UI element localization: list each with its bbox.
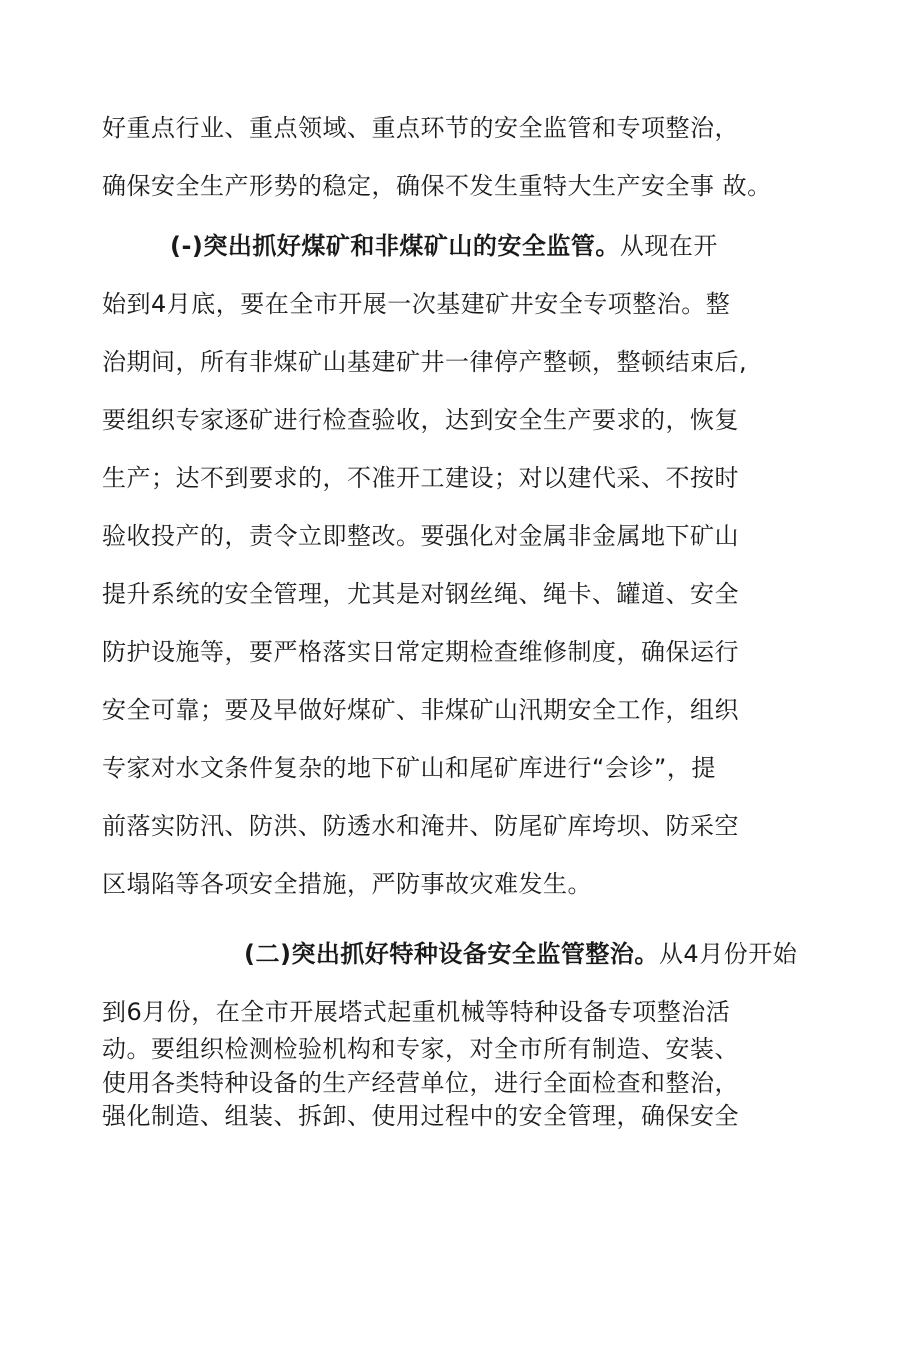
- paragraph-line-2: 确保安全生产形势的稳定，确保不发生重特大生产安全事 故。: [102, 172, 772, 200]
- section-heading-2-text: 从4月份开始: [658, 940, 798, 968]
- section-heading-2-title: (二)突出抓好特种设备安全监管整治。: [244, 940, 659, 968]
- paragraph-line-19: 强化制造、组装、拆卸、使用过程中的安全管理，确保安全: [102, 1102, 739, 1130]
- paragraph-line-8: 验收投产的，责令立即整改。要强化对金属非金属地下矿山: [102, 522, 739, 550]
- paragraph-line-13: 前落实防汛、防洪、防透水和淹井、防尾矿库垮坝、防采空: [102, 812, 739, 840]
- section-heading-1-text: 从现在开: [619, 232, 718, 260]
- paragraph-line-4: 始到4月底，要在全市开展一次基建矿井安全专项整治。整: [102, 290, 731, 318]
- paragraph-line-12: 专家对水文条件复杂的地下矿山和尾矿库进行“会诊”，提: [102, 754, 716, 782]
- paragraph-line-9: 提升系统的安全管理，尤其是对钢丝绳、绳卡、罐道、安全: [102, 580, 739, 608]
- paragraph-line-5: 治期间，所有非煤矿山基建矿井一律停产整顿，整顿结束后,: [102, 348, 748, 376]
- paragraph-line-10: 防护设施等，要严格落实日常定期检查维修制度，确保运行: [102, 638, 739, 666]
- section-heading-1-title: (-)突出抓好煤矿和非煤矿山的安全监管。: [170, 232, 620, 260]
- paragraph-line-17: 动。要组织检测检验机构和专家，对全市所有制造、安装、: [102, 1035, 739, 1063]
- paragraph-line-14: 区塌陷等各项安全措施，严防事故灾难发生。: [102, 870, 592, 898]
- paragraph-line-16: 到6月份，在全市开展塔式起重机械等特种设备专项整治活: [102, 998, 731, 1026]
- paragraph-line-18: 使用各类特种设备的生产经营单位，进行全面检查和整治，: [102, 1069, 739, 1097]
- paragraph-line-7: 生产；达不到要求的，不准开工建设；对以建代采、不按时: [102, 464, 739, 492]
- section-heading-2: [244, 939, 797, 969]
- paragraph-line-6: 要组织专家逐矿进行检查验收，达到安全生产要求的，恢复: [102, 406, 739, 434]
- paragraph-line-11: 安全可靠；要及早做好煤矿、非煤矿山汛期安全工作，组织: [102, 696, 739, 724]
- section-heading-1: [170, 231, 718, 261]
- paragraph-line-1: 好重点行业、重点领域、重点环节的安全监管和专项整治，: [102, 114, 739, 142]
